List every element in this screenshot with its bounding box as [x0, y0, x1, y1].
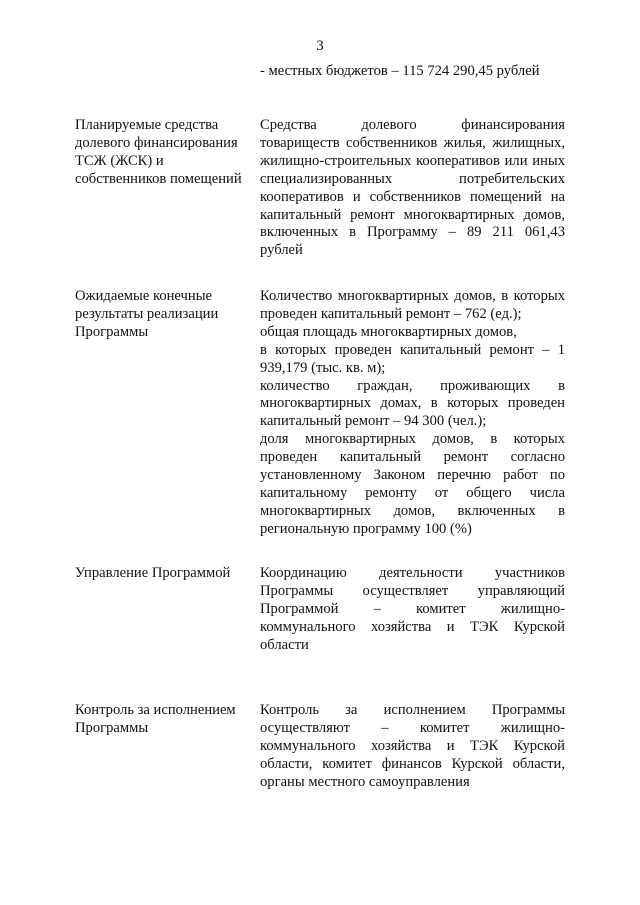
section-label: Контроль за исполнением Программы	[75, 702, 236, 736]
section-paragraph: доля многоквартирных домов, в которых проведен капитальный ремонт согласно установленному Законом перечню работ по капитальному ремонту от общего числа многоквартирных домов, включенных в региональную программу 100 (%)	[260, 431, 565, 537]
section-paragraph: Количество многоквартирных домов, в которых проведен капитальный ремонт – 762 (ед.);	[260, 288, 565, 322]
section-paragraph: в которых проведен капитальный ремонт – 1 939,179 (тыс. кв. м);	[260, 341, 565, 376]
section-paragraph: Координацию деятельности участников Программы осуществляет управляющий Программой – комитет жилищно-коммунального хозяйства и ТЭК Курской области	[260, 565, 565, 653]
section-label: Управление Программой	[75, 565, 231, 581]
section-value	[260, 702, 565, 792]
local-budgets-line	[260, 63, 565, 81]
section-paragraph: Средства долевого финансирования товариществ собственников жилья, жилищных, жилищно-строительных кооперативов или иных специализированных потребительских кооперативов и собственников помещений на капитальный ремонт многоквартирных домов, включенных в Программу – 89 211 061,43 рублей	[260, 117, 565, 259]
section-label: Ожидаемые конечные результаты реализации Программы	[75, 288, 219, 340]
page-number: 3	[316, 38, 324, 54]
section-label: Планируемые средства долевого финансирования ТСЖ (ЖСК) и собственников помещений	[75, 117, 242, 187]
local-budgets-text: - местных бюджетов – 115 724 290,45 рублей	[260, 63, 540, 79]
section-paragraph: Контроль за исполнением Программы осуществляют – комитет жилищно-коммунального хозяйства и ТЭК Курской области, комитет финансов Курской области, органы местного самоуправления	[260, 702, 565, 790]
section-paragraph: количество граждан, проживающих в многоквартирных домах, в которых проведен капитальный ремонт – 94 300 (чел.);	[260, 377, 565, 430]
section-value	[260, 117, 565, 260]
section-value	[260, 565, 565, 655]
section-value	[260, 288, 565, 539]
section-paragraph: общая площадь многоквартирных домов,	[260, 323, 517, 340]
